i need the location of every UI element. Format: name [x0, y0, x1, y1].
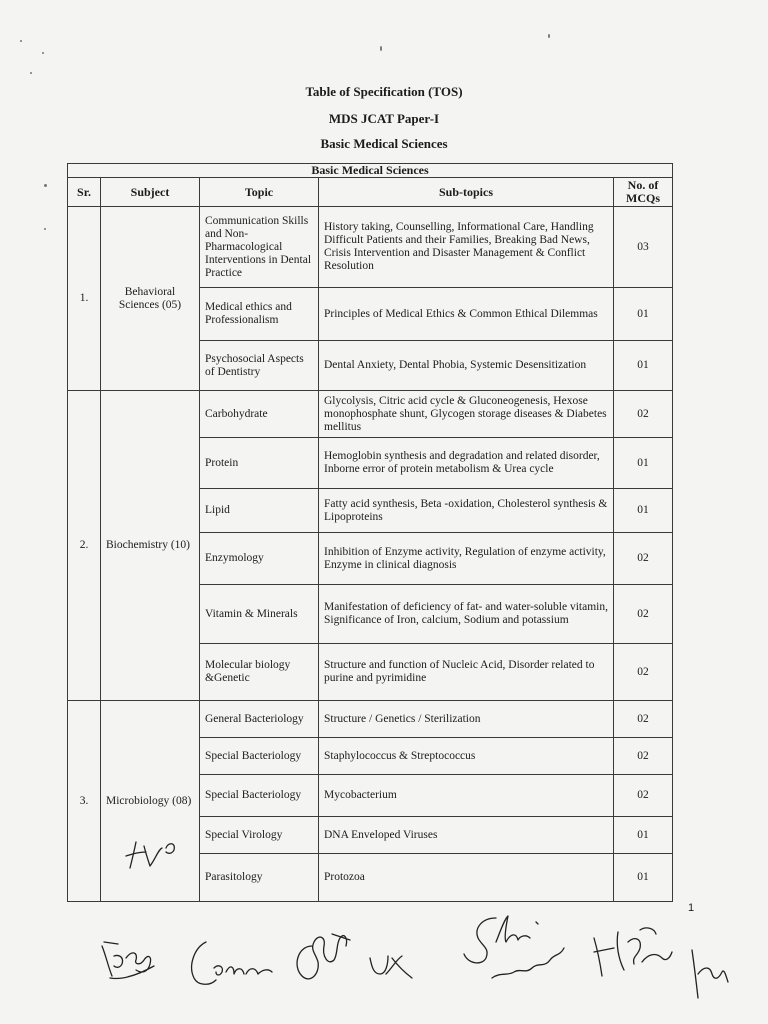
handwritten-initials [122, 838, 182, 874]
subtopics-cell: Dental Anxiety, Dental Phobia, Systemic Desensitization [319, 341, 614, 391]
subtopics-cell: Mycobacterium [319, 775, 614, 817]
subtopics-cell: Structure and function of Nucleic Acid, Disorder related to purine and pyrimidine [319, 644, 614, 701]
mcq-count: 02 [614, 775, 673, 817]
topic-cell: Medical ethics and Professionalism [200, 288, 319, 341]
subtopics-cell: History taking, Counselling, Informational Care, Handling Difficult Patients and their Families, Breaking Bad News, Crisis Intervention and Disaster Management & Conflict Resolution [319, 207, 614, 288]
subtopics-cell: Inhibition of Enzyme activity, Regulation of enzyme activity, Enzyme in clinical diagnosis [319, 533, 614, 585]
table-caption: Basic Medical Sciences [68, 164, 673, 178]
specification-table [67, 163, 673, 902]
topic-cell: Enzymology [200, 533, 319, 585]
topic-cell: Protein [200, 438, 319, 489]
scan-speck [548, 34, 550, 38]
subtopics-cell: Structure / Genetics / Sterilization [319, 701, 614, 738]
topic-cell: Communication Skills and Non-Pharmacological Interventions in Dental Practice [200, 207, 319, 288]
mcq-count: 02 [614, 738, 673, 775]
subject-cell: Microbiology (08) [101, 701, 200, 902]
mcq-count: 01 [614, 489, 673, 533]
scan-speck [44, 184, 47, 187]
mcq-count: 03 [614, 207, 673, 288]
table-row [68, 701, 673, 738]
subtopics-cell: Protozoa [319, 854, 614, 902]
serial-number: 2. [68, 391, 101, 701]
topic-cell: Lipid [200, 489, 319, 533]
mcq-count: 02 [614, 533, 673, 585]
column-header: Sub-topics [319, 178, 614, 207]
mcq-count: 01 [614, 854, 673, 902]
column-header: Subject [101, 178, 200, 207]
subtopics-cell: Fatty acid synthesis, Beta -oxidation, Cholesterol synthesis & Lipoproteins [319, 489, 614, 533]
mcq-count: 01 [614, 817, 673, 854]
mcq-count: 02 [614, 701, 673, 738]
column-header: Topic [200, 178, 319, 207]
table-row [68, 391, 673, 438]
page-number: 1 [688, 902, 695, 914]
subtopics-cell: Principles of Medical Ethics & Common Ethical Dilemmas [319, 288, 614, 341]
mcq-count: 01 [614, 438, 673, 489]
scan-speck [44, 228, 46, 230]
mcq-count: 01 [614, 288, 673, 341]
signature-6 [584, 922, 674, 982]
document-title: Table of Specification (TOS) [305, 84, 463, 99]
topic-cell: Vitamin & Minerals [200, 585, 319, 644]
signature-2 [186, 938, 276, 994]
topic-cell: Special Bacteriology [200, 738, 319, 775]
mcq-count: 02 [614, 585, 673, 644]
topic-cell: Molecular biology &Genetic [200, 644, 319, 701]
signature-3 [288, 926, 358, 992]
mcq-count: 02 [614, 644, 673, 701]
serial-number: 1. [68, 207, 101, 391]
subject-cell: Behavioral Sciences (05) [101, 207, 200, 391]
subtopics-cell: Hemoglobin synthesis and degradation and related disorder, Inborne error of protein metabolism & Urea cycle [319, 438, 614, 489]
signature-4 [366, 950, 416, 984]
signature-7 [686, 944, 732, 1004]
subtopics-cell: DNA Enveloped Viruses [319, 817, 614, 854]
signature-5 [456, 912, 566, 982]
column-header: No. of MCQs [614, 178, 673, 207]
serial-number: 3. [68, 701, 101, 902]
topic-cell: Parasitology [200, 854, 319, 902]
topic-cell: Psychosocial Aspects of Dentistry [200, 341, 319, 391]
section-title: Basic Medical Sciences [320, 136, 448, 151]
signature-1 [96, 936, 166, 986]
table-row [68, 207, 673, 288]
subject-cell: Biochemistry (10) [101, 391, 200, 701]
scan-speck [30, 72, 32, 74]
scan-speck [42, 52, 44, 54]
topic-cell: Special Virology [200, 817, 319, 854]
subtopics-cell: Staphylococcus & Streptococcus [319, 738, 614, 775]
paper-title: MDS JCAT Paper-I [328, 111, 440, 126]
column-header: Sr. [68, 178, 101, 207]
scan-speck [380, 46, 382, 51]
topic-cell: Special Bacteriology [200, 775, 319, 817]
topic-cell: General Bacteriology [200, 701, 319, 738]
subtopics-cell: Manifestation of deficiency of fat- and water-soluble vitamin, Significance of Iron, calcium, Sodium and potassium [319, 585, 614, 644]
subtopics-cell: Glycolysis, Citric acid cycle & Gluconeogenesis, Hexose monophosphate shunt, Glycogen storage diseases & Diabetes mellitus [319, 391, 614, 438]
topic-cell: Carbohydrate [200, 391, 319, 438]
scan-speck [20, 40, 22, 42]
mcq-count: 02 [614, 391, 673, 438]
mcq-count: 01 [614, 341, 673, 391]
